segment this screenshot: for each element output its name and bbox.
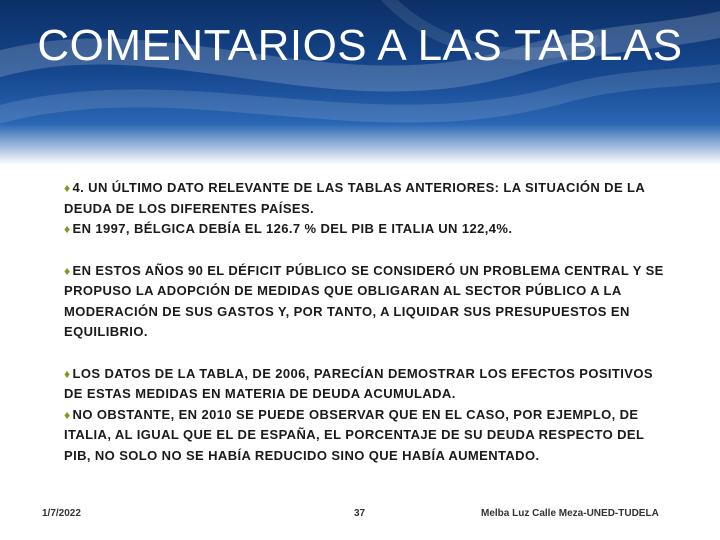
paragraph-text: EN ESTOS AÑOS 90 EL DÉFICIT PÚBLICO SE CONSIDERÓ UN PROBLEMA CENTRAL Y SE PROPUSO LA ADOPCIÓN DE MEDIDAS QUE OBLIGARAN AL SECTOR PÚBLICO A LA MODERACIÓN DE SUS GASTOS Y, POR TANTO, A LIQUIDAR SUS PRESUPUESTOS EN EQUILIBRIO. xyxy=(64,262,664,339)
footer-page-number: 37 xyxy=(354,508,366,519)
leaf-bullet-icon: ♦ xyxy=(64,181,71,195)
slide-body xyxy=(64,178,664,466)
paragraph-text: LOS DATOS DE LA TABLA, DE 2006, PARECÍAN DEMOSTRAR LOS EFECTOS POSITIVOS DE ESTAS MEDIDAS EN MATERIA DE DEUDA ACUMULADA. xyxy=(64,365,653,401)
paragraph-text: EN 1997, BÉLGICA DEBÍA EL 126.7 % DEL PIB E ITALIA UN 122,4%. xyxy=(72,221,513,236)
paragraph-no-obstante xyxy=(64,405,664,467)
leaf-bullet-icon: ♦ xyxy=(64,263,71,278)
paragraph-text: 4. UN ÚLTIMO DATO RELEVANTE DE LAS TABLAS ANTERIORES: LA SITUACIÓN DE LA DEUDA DE LOS DIFERENTES PAÍSES. xyxy=(64,180,645,216)
footer-date: 1/7/2022 xyxy=(42,508,81,519)
paragraph-datos-tabla xyxy=(64,364,664,405)
paragraph-deficit xyxy=(64,261,664,343)
footer-author: Melba Luz Calle Meza-UNED-TUDELA xyxy=(481,508,659,519)
header-banner xyxy=(0,0,720,165)
leaf-bullet-icon: ♦ xyxy=(64,366,71,381)
paragraph-deuda xyxy=(64,178,664,219)
slide-title: COMENTARIOS A LAS TABLAS xyxy=(37,21,683,70)
leaf-bullet-icon: ♦ xyxy=(64,407,71,422)
paragraph-text: NO OBSTANTE, EN 2010 SE PUEDE OBSERVAR QUE EN EL CASO, POR EJEMPLO, DE ITALIA, AL IGUAL QUE EL DE ESPAÑA, EL PORCENTAJE DE SU DEUDA RESPECTO DEL PIB, NO SOLO NO SE HABÍA REDUCIDO SINO QUE HABÍA AUMENTADO. xyxy=(64,406,645,463)
leaf-bullet-icon: ♦ xyxy=(64,222,71,236)
paragraph-belgica xyxy=(64,219,664,240)
